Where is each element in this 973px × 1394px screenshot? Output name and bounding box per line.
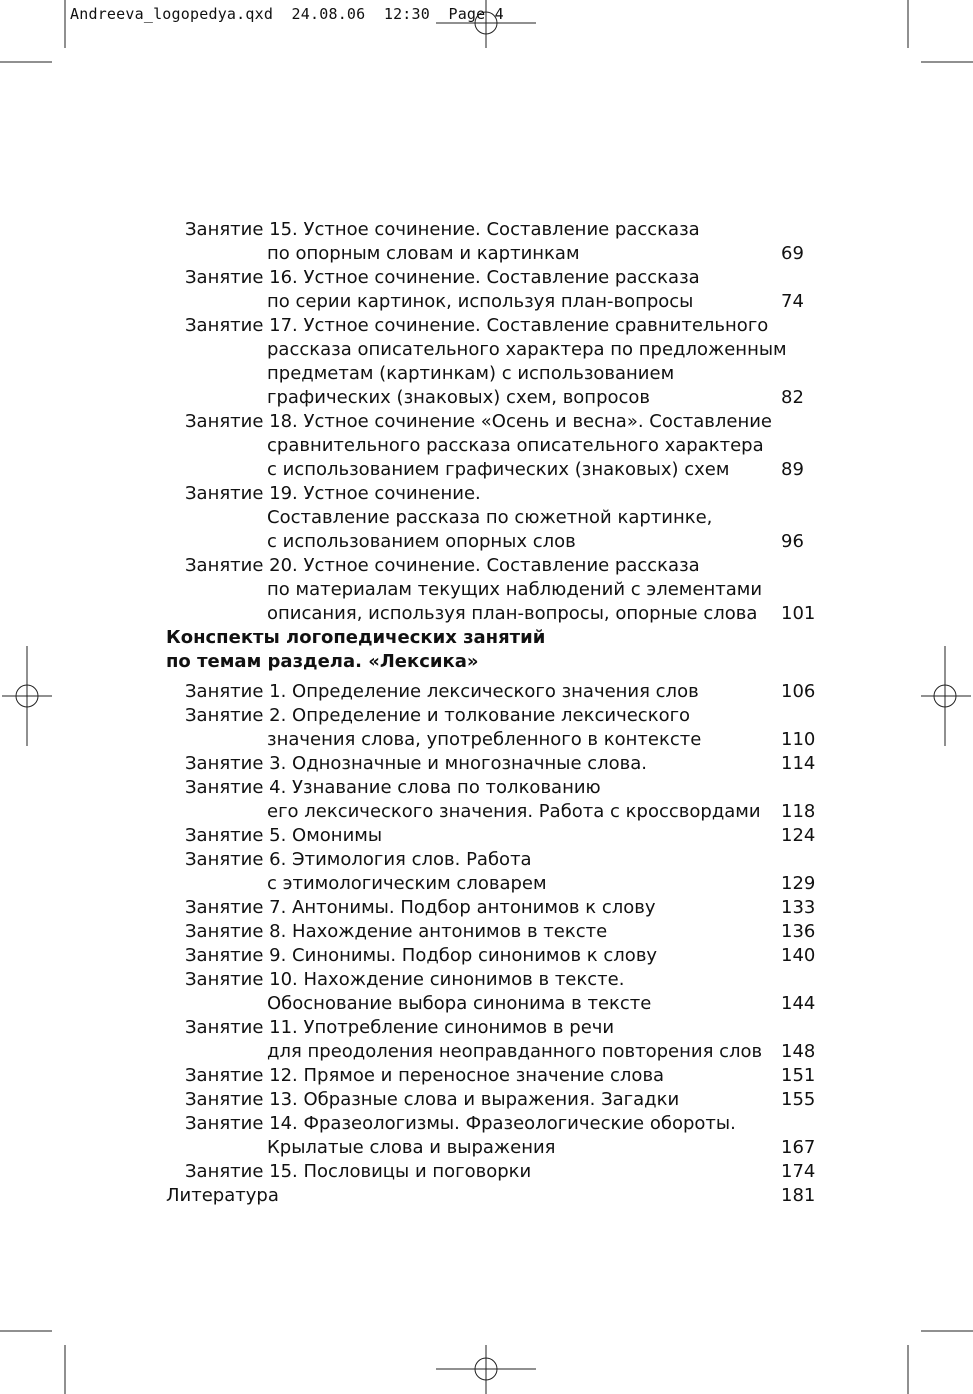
- print-slug: Andreeva_logopedya.qxd 24.08.06 12:30 Page 4: [70, 5, 504, 23]
- toc-entry-title: Занятие 15. Пословицы и поговорки: [185, 1161, 532, 1182]
- toc-page-number: 148: [781, 1041, 816, 1062]
- toc-line: [0, 242, 973, 266]
- toc-line: [0, 338, 973, 362]
- toc-entry-title: Занятие 20. Устное сочинение. Составление рассказа: [185, 555, 700, 576]
- toc-page-number: 155: [781, 1089, 816, 1110]
- toc-entry-title: Занятие 17. Устное сочинение. Составление сравнительного: [185, 315, 769, 336]
- toc-line: [0, 728, 973, 752]
- toc-entry-title: Занятие 6. Этимология слов. Работа: [185, 849, 532, 870]
- toc-continuation-text: с использованием графических (знаковых) схем: [267, 459, 730, 480]
- toc-page-number: 89: [781, 459, 804, 480]
- toc-page-number: 167: [781, 1137, 816, 1158]
- toc-line: [0, 680, 973, 704]
- toc-line: [0, 554, 973, 578]
- toc-line: [0, 362, 973, 386]
- toc-continuation-text: описания, используя план-вопросы, опорные слова: [267, 603, 758, 624]
- toc-page-number: 82: [781, 387, 804, 408]
- toc-line: [0, 578, 973, 602]
- toc-line: [0, 1088, 973, 1112]
- toc-line: [0, 218, 973, 242]
- toc-entry-title: Занятие 10. Нахождение синонимов в тексте.: [185, 969, 625, 990]
- toc-line: [0, 992, 973, 1016]
- toc-entry-title: Занятие 5. Омонимы: [185, 825, 383, 846]
- toc-page-number: 144: [781, 993, 816, 1014]
- toc-continuation-text: сравнительного рассказа описательного характера: [267, 435, 764, 456]
- toc-line: [0, 1016, 973, 1040]
- toc-entry-title: Занятие 1. Определение лексического значения слов: [185, 681, 699, 702]
- toc-line: [0, 506, 973, 530]
- toc-entry-title: Занятие 18. Устное сочинение «Осень и весна». Составление: [185, 411, 772, 432]
- toc-line: [0, 824, 973, 848]
- toc-continuation-text: по материалам текущих наблюдений с элементами: [267, 579, 763, 600]
- toc-page-number: 133: [781, 897, 816, 918]
- toc-page-number: 181: [781, 1185, 816, 1206]
- toc-entry-title: Занятие 7. Антонимы. Подбор антонимов к слову: [185, 897, 656, 918]
- toc-line: [0, 530, 973, 554]
- toc-page-number: 136: [781, 921, 816, 942]
- toc-line: [0, 776, 973, 800]
- toc-continuation-text: Обоснование выбора синонима в тексте: [267, 993, 652, 1014]
- toc-line: [0, 920, 973, 944]
- toc-line: [0, 1112, 973, 1136]
- toc-line: [0, 434, 973, 458]
- toc-entry-title: Литература: [166, 1185, 279, 1206]
- toc-entry-literature: [0, 1184, 973, 1208]
- toc-page-number: 114: [781, 753, 816, 774]
- section-heading-text: по темам раздела. «Лексика»: [166, 651, 479, 672]
- toc-page-number: 74: [781, 291, 804, 312]
- toc-line: [0, 290, 973, 314]
- toc-line: [0, 410, 973, 434]
- toc-line: [0, 458, 973, 482]
- toc-line: [0, 968, 973, 992]
- toc-page-number: 151: [781, 1065, 816, 1086]
- toc-continuation-text: по серии картинок, используя план-вопросы: [267, 291, 694, 312]
- toc-entry-title: Занятие 4. Узнавание слова по толкованию: [185, 777, 601, 798]
- toc-entry-title: Занятие 11. Употребление синонимов в речи: [185, 1017, 615, 1038]
- toc-page-number: 110: [781, 729, 816, 750]
- toc-page-number: 96: [781, 531, 804, 552]
- toc-continuation-text: для преодоления неоправданного повторения слов: [267, 1041, 763, 1062]
- toc-block-lexicon: [0, 680, 973, 1184]
- toc-line: [0, 266, 973, 290]
- toc-continuation-text: с этимологическим словарем: [267, 873, 547, 894]
- toc-line: [0, 482, 973, 506]
- toc-line: [0, 1136, 973, 1160]
- toc-entry-title: Занятие 15. Устное сочинение. Составление рассказа: [185, 219, 700, 240]
- toc-line: [0, 314, 973, 338]
- toc-entry-title: Занятие 14. Фразеологизмы. Фразеологические обороты.: [185, 1113, 736, 1134]
- toc-entry-title: Занятие 19. Устное сочинение.: [185, 483, 481, 504]
- toc-page-number: 174: [781, 1161, 816, 1182]
- toc-continuation-text: предметам (картинкам) с использованием: [267, 363, 675, 384]
- toc-line: [0, 896, 973, 920]
- toc-continuation-text: Крылатые слова и выражения: [267, 1137, 556, 1158]
- toc-continuation-text: значения слова, употребленного в контексте: [267, 729, 702, 750]
- toc-line: [0, 848, 973, 872]
- toc-line: [0, 1160, 973, 1184]
- toc-line: [0, 944, 973, 968]
- section-heading-line-2: [0, 650, 973, 674]
- toc-entry-title: Занятие 12. Прямое и переносное значение слова: [185, 1065, 665, 1086]
- toc-page-number: 129: [781, 873, 816, 894]
- toc-page-number: 106: [781, 681, 816, 702]
- toc-continuation-text: Составление рассказа по сюжетной картинке,: [267, 507, 713, 528]
- toc-line: [0, 800, 973, 824]
- toc-page-number: 101: [781, 603, 816, 624]
- toc-entry-title: Занятие 16. Устное сочинение. Составление рассказа: [185, 267, 700, 288]
- toc-page-number: 124: [781, 825, 816, 846]
- toc-page-number: 140: [781, 945, 816, 966]
- toc-page-number: 118: [781, 801, 816, 822]
- toc-continuation-text: по опорным словам и картинкам: [267, 243, 580, 264]
- toc-continuation-text: его лексического значения. Работа с кроссвордами: [267, 801, 761, 822]
- toc-entry-title: Занятие 13. Образные слова и выражения. Загадки: [185, 1089, 680, 1110]
- toc-line: [0, 704, 973, 728]
- toc-line: [0, 752, 973, 776]
- toc-continuation-text: с использованием опорных слов: [267, 531, 576, 552]
- toc-line: [0, 1040, 973, 1064]
- toc-block-lessons: [0, 218, 973, 626]
- toc-continuation-text: рассказа описательного характера по предложенным: [267, 339, 787, 360]
- toc-entry-title: Занятие 2. Определение и толкование лексического: [185, 705, 691, 726]
- toc-line: [0, 602, 973, 626]
- section-heading-text: Конспекты логопедических занятий: [166, 627, 546, 648]
- toc-line: [0, 872, 973, 896]
- toc-page-number: 69: [781, 243, 804, 264]
- toc-continuation-text: графических (знаковых) схем, вопросов: [267, 387, 651, 408]
- toc-entry-title: Занятие 8. Нахождение антонимов в тексте: [185, 921, 608, 942]
- table-of-contents: [0, 218, 973, 1208]
- section-heading-line-1: [0, 626, 973, 650]
- toc-entry-title: Занятие 3. Однозначные и многозначные слова.: [185, 753, 648, 774]
- toc-line: [0, 1064, 973, 1088]
- toc-entry-title: Занятие 9. Синонимы. Подбор синонимов к слову: [185, 945, 658, 966]
- toc-line: [0, 386, 973, 410]
